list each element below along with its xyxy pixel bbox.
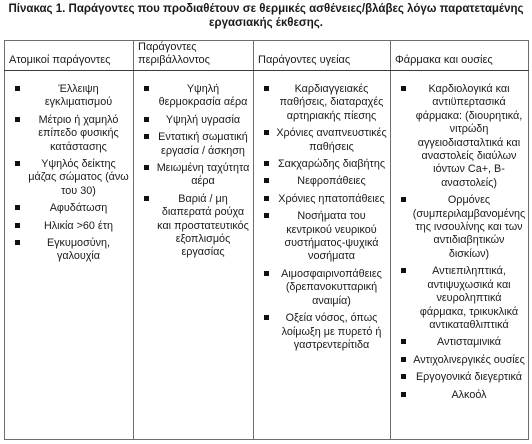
table-caption: Πίνακας 1. Παράγοντες που προδιαθέτουν σε θερμικές ασθένειες/βλάβες λόγω παρατεταμένης εργασιακής έκθεσης.	[8, 3, 524, 29]
list-item: Υψηλή θερμοκρασία αέρα	[136, 83, 251, 110]
list-item: Χρόνιες ηπατοπάθειες	[256, 193, 388, 206]
list-environment-factors	[136, 83, 251, 260]
list-item: Μειωμένη ταχύτητα αέρα	[136, 162, 251, 189]
list-item: Εργογονικά διεγερτικά	[393, 371, 526, 384]
list-item: Μέτριο ή χαμηλό επίπεδο φυσικής κατάστασης	[7, 114, 131, 154]
table-header-row	[5, 41, 529, 71]
column-header-drugs: Φάρμακα και ουσίες	[391, 41, 529, 71]
column-header-environment: Παράγοντες περιβάλλοντος	[134, 41, 254, 71]
list-item: Αντιεπιληπτικά, αντιψυχωσικά και νευροληπτικά φάρμακα, τρικυκλικά αντικαταθλιπτικά	[393, 265, 526, 332]
list-item: Εγκυμοσύνη, γαλουχία	[7, 237, 131, 264]
cell-health-factors	[254, 71, 391, 440]
list-item: Οξεία νόσος, όπως λοίμωξη με πυρετό ή γαστρεντερίτιδα	[256, 312, 388, 352]
list-individual-factors	[7, 83, 131, 264]
list-item: Αιμοσφαιρινοπάθειες (δρεπανοκυτταρική αναιμία)	[256, 268, 388, 308]
list-item: Καρδιολογικά και αντιϋπερτασικά φάρμακα: (διουρητικά, νιτρώδη αγγειοδιασταλτικά και αναστολείς διαύλων ιόντων Ca+, Β-αναστολείς)	[393, 83, 526, 190]
cell-drugs-substances	[391, 71, 529, 440]
list-item: Αντιχολινεργικές ουσίες	[393, 354, 526, 367]
list-item: Νοσήματα του κεντρικού νευρικού συστήματος-ψυχικά νοσήματα	[256, 210, 388, 264]
table-body-row	[5, 71, 529, 440]
list-item: Υψηλός δείκτης μάζας σώματος (άνω του 30)	[7, 158, 131, 198]
list-item: Εντατική σωματική εργασία / άσκηση	[136, 131, 251, 158]
risk-factors-table	[4, 40, 529, 440]
list-item: Χρόνιες αναπνευστικές παθήσεις	[256, 127, 388, 154]
list-health-factors	[256, 83, 388, 352]
list-item: Υψηλή υγρασία	[136, 114, 251, 127]
list-item: Έλλειψη εγκλιματισμού	[7, 83, 131, 110]
cell-individual-factors	[5, 71, 134, 440]
list-item: Ηλικία >60 έτη	[7, 220, 131, 233]
list-item: Καρδιαγγειακές παθήσεις, διαταραχές αρτηριακής πίεσης	[256, 83, 388, 123]
list-item: Σακχαρώδης διαβήτης	[256, 158, 388, 171]
list-item: Ορμόνες (συμπεριλαμβανομένης της ινσουλίνης και των αντιδιαβητικών δισκίων)	[393, 194, 526, 261]
column-header-health: Παράγοντες υγείας	[254, 41, 391, 71]
list-item: Βαριά / μη διαπερατά ρούχα και προστατευτικός εξοπλισμός εργασίας	[136, 193, 251, 260]
cell-environment-factors	[134, 71, 254, 440]
list-item: Αλκοόλ	[393, 389, 526, 402]
list-item: Αφυδάτωση	[7, 202, 131, 215]
list-item: Νεφροπάθειες	[256, 175, 388, 188]
list-item: Αντισταμινικά	[393, 336, 526, 349]
list-drugs-substances	[393, 83, 526, 402]
column-header-individual: Ατομικοί παράγοντες	[5, 41, 134, 71]
